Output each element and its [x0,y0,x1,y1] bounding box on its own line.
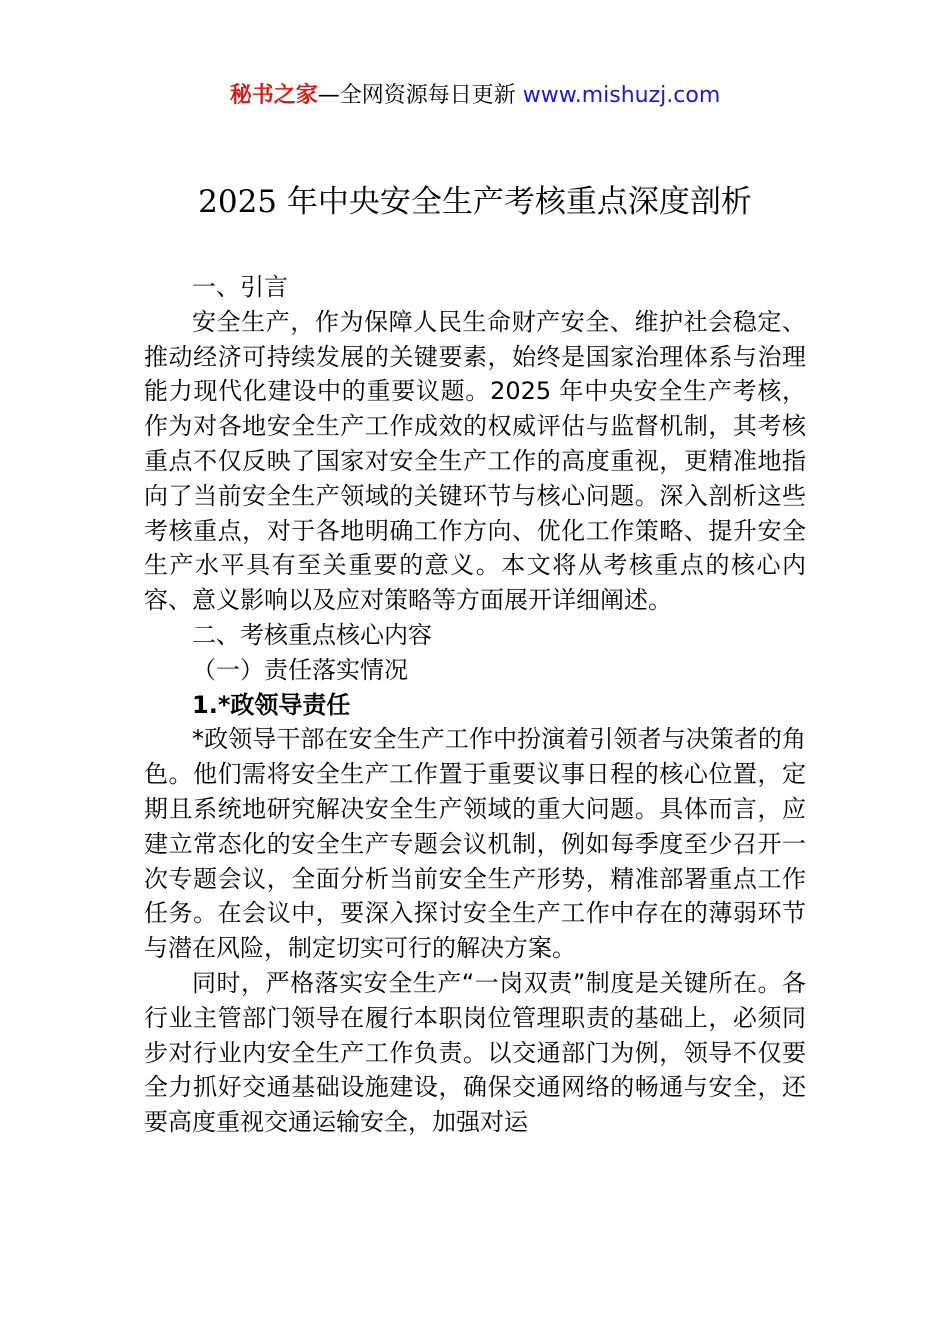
section-heading-intro: 一、引言 [192,273,288,301]
paragraph-intro: 安全生产，作为保障人民生命财产安全、维护社会稳定、推动经济可持续发展的关键要素，始终是国家治理体系与治理能力现代化建设中的重要议题。2025 年中央安全生产考核，作为对各地安全生产工作成效的权威评估与监督机制，其考核重点不仅反映了国家对安全生产工作的高度重视，更精准地指向了当前安全生产领域的关键环节与核心问题。深入剖析这些考核重点，对于各地明确工作方向、优化工作策略、提升安全生产水平具有至关重要的意义。本文将从考核重点的核心内容、意义影响以及应对策略等方面展开详细阐述。 [144,307,806,615]
section-heading-core-content: 二、考核重点核心内容 [192,620,432,649]
item-heading-leadership: 1.*政领导责任 [192,690,351,719]
site-header [0,80,950,112]
document-body [144,270,806,1140]
site-brand[interactable]: 秘书之家 [229,83,318,108]
site-tagline: —全网资源每日更新 [317,83,523,108]
paragraph-dual-duty: 同时，严格落实安全生产“一岗双责”制度是关键所在。各行业主管部门领导在履行本职岗位管理职责的基础上，必须同步对行业内安全生产工作负责。以交通部门为例，领导不仅要全力抓好交通基础设施建设，确保交通网络的畅通与安全，还要高度重视交通运输安全，加强对运 [144,968,806,1137]
document-title: 2025 年中央安全生产考核重点深度剖析 [198,184,752,220]
paragraph-leadership: *政领导干部在安全生产工作中扮演着引领者与决策者的角色。他们需将安全生产工作置于重要议事日程的核心位置，定期且系统地研究解决安全生产领域的重大问题。具体而言，应建立常态化的安全生产专题会议机制，例如每季度至少召开一次专题会议，全面分析当前安全生产形势，精准部署重点工作任务。在会议中，要深入探讨安全生产工作中存在的薄弱环节与潜在风险，制定切实可行的解决方案。 [144,725,806,963]
subsection-heading-responsibility: （一）责任落实情况 [192,655,408,684]
site-url-link[interactable]: www.mishuzj.com [522,83,721,108]
